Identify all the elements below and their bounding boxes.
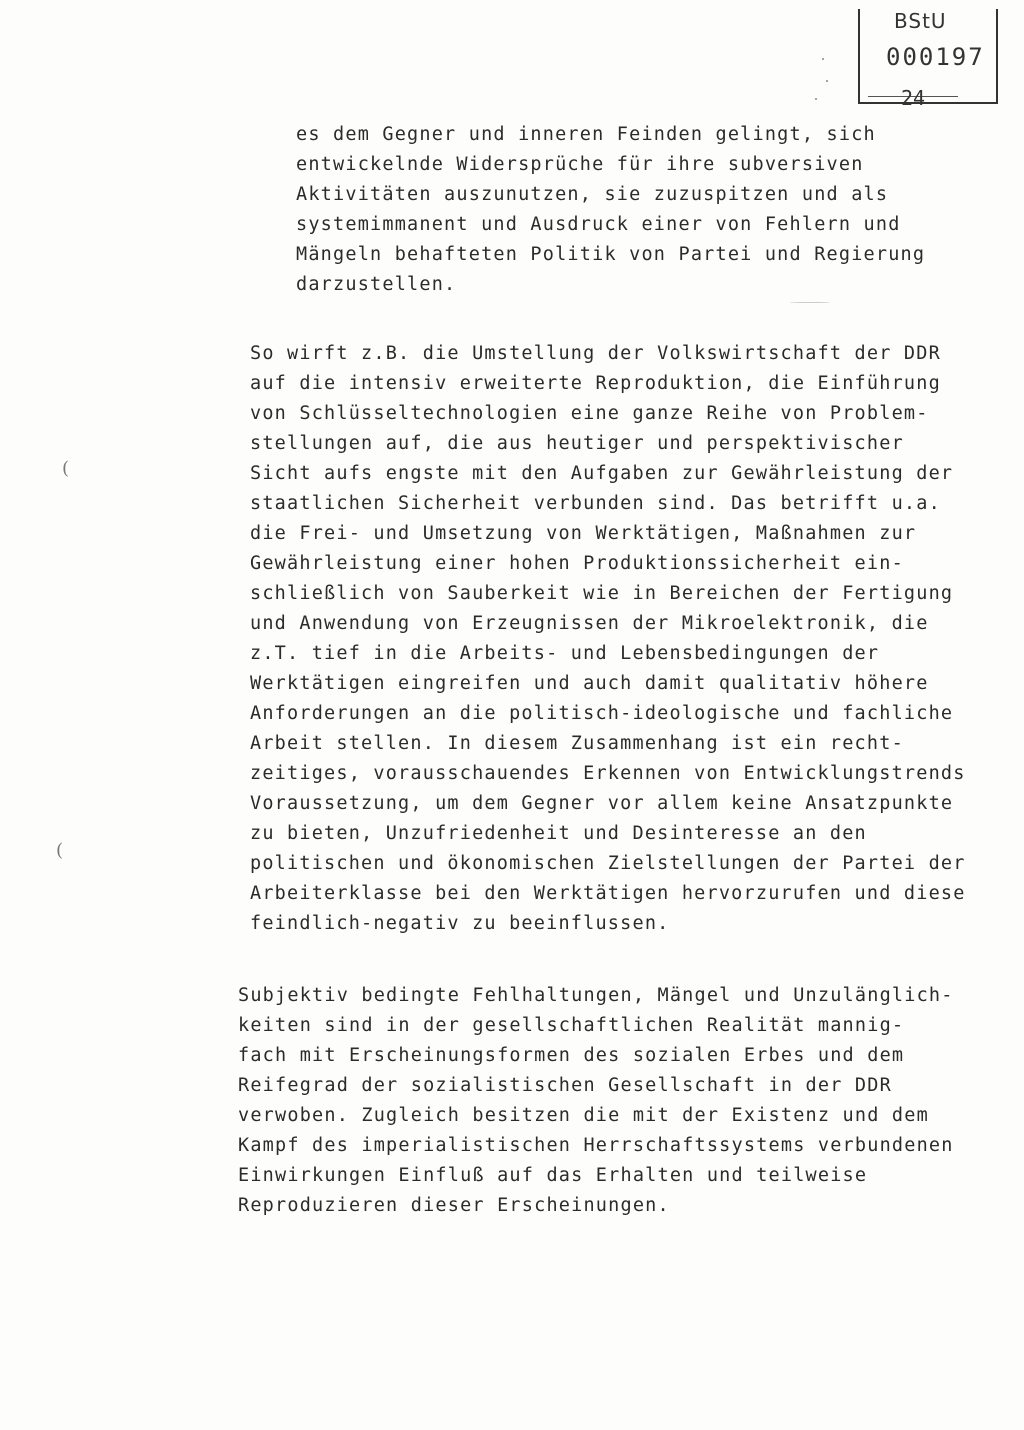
text-line: staatlichen Sicherheit verbunden sind. Das betrifft u.a.	[250, 493, 941, 514]
scan-speck	[815, 98, 817, 100]
text-line: Subjektiv bedingte Fehlhaltungen, Mängel und Unzulänglich-	[238, 985, 954, 1006]
text-line: So wirft z.B. die Umstellung der Volkswirtschaft der DDR	[250, 343, 941, 364]
text-line: Voraussetzung, um dem Gegner vor allem keine Ansatzpunkte	[250, 793, 954, 814]
paragraph-1	[296, 120, 925, 300]
text-line: Sicht aufs engste mit den Aufgaben zur Gewährleistung der	[250, 463, 954, 484]
text-line: schließlich von Sauberkeit wie in Bereichen der Fertigung	[250, 583, 954, 604]
text-line: zu bieten, Unzufriedenheit und Desinteresse an den	[250, 823, 867, 844]
text-line: z.T. tief in die Arbeits- und Lebensbedingungen der	[250, 643, 880, 664]
text-line: Arbeiterklasse bei den Werktätigen hervorzurufen und diese	[250, 883, 966, 904]
archive-stamp	[858, 9, 998, 104]
text-line: Reifegrad der sozialistischen Gesellschaft in der DDR	[238, 1075, 892, 1096]
scan-speck	[790, 302, 830, 303]
text-line: Arbeit stellen. In diesem Zusammenhang ist ein recht-	[250, 733, 904, 754]
text-line: feindlich-negativ zu beeinflussen.	[250, 913, 670, 934]
page-number: 24	[901, 86, 926, 110]
text-line: fach mit Erscheinungsformen des sozialen Erbes und dem	[238, 1045, 905, 1066]
scan-speck	[822, 58, 824, 60]
text-line: verwoben. Zugleich besitzen die mit der Existenz und dem	[238, 1105, 929, 1126]
text-line: auf die intensiv erweiterte Reproduktion, die Einführung	[250, 373, 941, 394]
text-line: Anforderungen an die politisch-ideologische und fachliche	[250, 703, 954, 724]
text-line: darzustellen.	[296, 274, 457, 295]
text-line: die Frei- und Umsetzung von Werktätigen, Maßnahmen zur	[250, 523, 917, 544]
text-line: Kampf des imperialistischen Herrschaftssystems verbundenen	[238, 1135, 954, 1156]
scan-speck	[826, 80, 828, 82]
text-line: Aktivitäten auszunutzen, sie zuzuspitzen und als	[296, 184, 889, 205]
text-line: und Anwendung von Erzeugnissen der Mikroelektronik, die	[250, 613, 929, 634]
text-line: entwickelnde Widersprüche für ihre subversiven	[296, 154, 864, 175]
text-line: keiten sind in der gesellschaftlichen Realität mannig-	[238, 1015, 905, 1036]
stamp-label: BStU	[894, 9, 947, 33]
text-line: Gewährleistung einer hohen Produktionssicherheit ein-	[250, 553, 904, 574]
paragraph-2	[250, 339, 966, 939]
text-line: es dem Gegner und inneren Feinden gelingt, sich	[296, 124, 876, 145]
text-line: stellungen auf, die aus heutiger und perspektivischer	[250, 433, 904, 454]
text-line: systemimmanent und Ausdruck einer von Fehlern und	[296, 214, 901, 235]
text-line: politischen und ökonomischen Zielstellungen der Partei der	[250, 853, 966, 874]
stamp-number: 000197	[886, 43, 985, 71]
paragraph-3	[238, 981, 954, 1221]
margin-mark: (	[56, 840, 64, 861]
text-line: Reproduzieren dieser Erscheinungen.	[238, 1195, 670, 1216]
text-line: zeitiges, vorausschauendes Erkennen von Entwicklungstrends	[250, 763, 966, 784]
text-line: Einwirkungen Einfluß auf das Erhalten und teilweise	[238, 1165, 868, 1186]
text-line: Werktätigen eingreifen und auch damit qualitativ höhere	[250, 673, 929, 694]
text-line: Mängeln behafteten Politik von Partei und Regierung	[296, 244, 926, 265]
text-line: von Schlüsseltechnologien eine ganze Reihe von Problem-	[250, 403, 929, 424]
margin-mark: (	[62, 458, 70, 479]
